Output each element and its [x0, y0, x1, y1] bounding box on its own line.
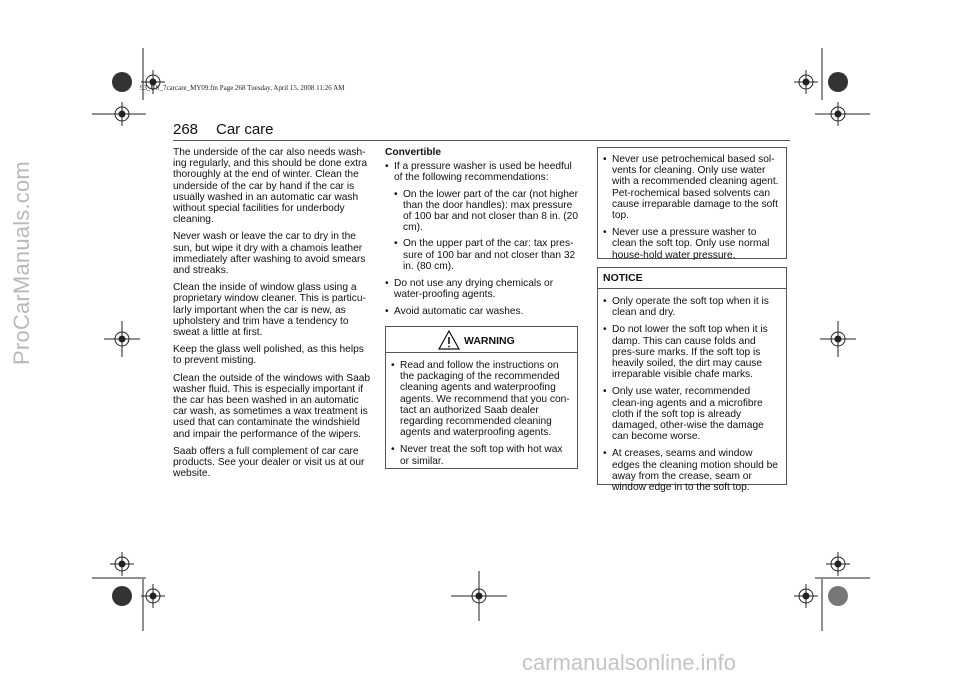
- list-item: • Read and follow the instructions on the packaging of the recommended cleaning agents and waterproofing agents. We recommend that you con-tact an authorized Saab dealer regarding recommended cleaning agents and waterproofing agents.: [391, 360, 570, 438]
- footer-watermark: carmanualsonline.info: [522, 650, 737, 675]
- paragraph: Clean the outside of the windows with Saab washer fluid. This is especially important if the car has been washed in an automatic car wash, as sometimes a wax treatment is used that can contaminate the windshield and impair the performance of the wipers.: [173, 372, 371, 440]
- list-item: • At creases, seams and window edges the cleaning motion should be away from the crease, seam or window edge in to the soft top.: [603, 448, 779, 493]
- notice-title: NOTICE: [603, 272, 643, 284]
- warning-title: WARNING: [464, 335, 515, 347]
- paragraph: The underside of the car also needs wash-ing regularly, and this should be done extra thoroughly at the end of winter. Clean the underside of the car by hand if the car is usually washed in an automatic car wash without special facilities for underbody cleaning.: [173, 147, 368, 226]
- list-item: • On the lower part of the car (not higher than the door handles): max pressure of 100 bar and not closer than 8 in. (20 cm).: [394, 189, 583, 234]
- notice-box: [597, 267, 787, 494]
- paragraph: Clean the inside of window glass using a proprietary window cleaner. This is particu-larly important when the car is new, as upholstery and trim have a tendency to sweat a little at first.: [173, 282, 366, 339]
- list-item: • If a pressure washer is used be heedful of the following recommendations: • On the lower part of the car (not higher than the door handles): max pressure of 100 bar and not closer than 8 in. (20 cm). • On the upper part of the car: tax pres-sure of 100 bar and not closer than 32 in. (80 cm).: [385, 161, 583, 272]
- list-item: • Do not lower the soft top when it is damp. This can cause folds and pres-sure marks. If the soft top is heavily soiled, the dirt may cause irreparable visible chafe marks.: [603, 324, 779, 380]
- soft-top-caution-box: [597, 147, 787, 259]
- list-item: • Never use petrochemical based sol-vents for cleaning. Only use water with a recommended cleaning agent. Pet-rochemical based solvents can cause irreparable damage to the soft top.: [603, 154, 779, 221]
- list-item: • Only use water, recommended clean-ing agents and a microfibre cloth if the soft top is already damaged, other-wise the damage can become worse.: [603, 386, 779, 442]
- list-item: • Never use a pressure washer to clean the soft top. Only use normal house-hold water pressure.: [603, 227, 779, 261]
- warning-triangle-icon: [438, 330, 460, 350]
- list-item: • Only operate the soft top when it is clean and dry.: [603, 296, 779, 318]
- subsection-heading: Convertible: [385, 147, 442, 158]
- column-middle: [385, 147, 583, 324]
- header-rule: [173, 140, 790, 141]
- list-item: • Avoid automatic car washes.: [385, 306, 583, 317]
- print-slug: 93_US_7carcare_MY09.fm Page 268 Tuesday, April 15, 2008 11:26 AM: [140, 84, 345, 92]
- paragraph: Never wash or leave the car to dry in the sun, but wipe it dry with a chamois leather immediately after washing to avoid smears and streaks.: [173, 231, 366, 277]
- list-item: • Do not use any drying chemicals or water-proofing agents.: [385, 278, 583, 300]
- warning-header: [386, 327, 577, 352]
- paragraph: Keep the glass well polished, as this helps to prevent misting.: [173, 344, 364, 367]
- column-left: [173, 147, 373, 485]
- page-number: 268: [173, 121, 199, 138]
- bullet-list: [385, 161, 583, 317]
- paragraph: Saab offers a full complement of car care products. See your dealer or visit us at our website.: [173, 445, 365, 480]
- sub-bullet-list: [394, 189, 583, 272]
- list-item: • Never treat the soft top with hot wax or similar.: [391, 444, 570, 466]
- warning-content: [386, 353, 577, 467]
- list-item: • On the upper part of the car: tax pres-sure of 100 bar and not closer than 32 in. (80 cm).: [394, 238, 583, 272]
- warning-box: [385, 326, 578, 469]
- notice-content: [598, 289, 786, 493]
- section-title: Car care: [216, 121, 274, 138]
